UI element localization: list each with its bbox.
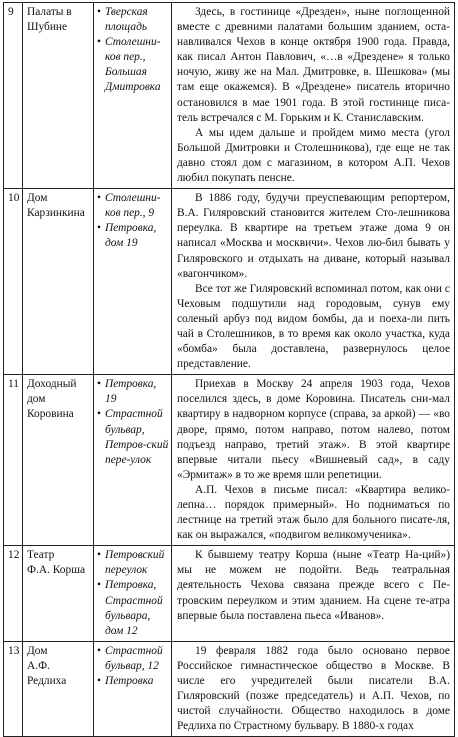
address-cell: [94, 189, 172, 375]
address-item: • Столешни-ков пер., Большая Дмитровка: [97, 35, 169, 95]
table-body: [4, 3, 455, 737]
address-item: • Тверская площадь: [97, 5, 169, 35]
description-paragraph: В 1886 году, будучи преуспевающим репортером, В.А. Гиляровский становится жителем Сто-лешникова переулка. В квартире на третьем этаже дома 9 он написал «Москва и москвичи». Чехов лю-бил бывать у Гиляровского и отдыхать на диване, который называл «вагончиком».: [177, 192, 450, 280]
table-row: [4, 3, 455, 189]
address-item: • Страстной бульвар, 12: [97, 644, 169, 674]
address-cell: [94, 3, 172, 189]
address-cell: [94, 641, 172, 737]
place-name-cell: Театр Ф.А. Корша: [23, 546, 94, 642]
address-item: • Петровка, дом 19: [97, 221, 169, 251]
description-paragraph: К бывшему театру Корша (ныне «Театр На-ций») мы не можем не подойти. Ведь театральная деятельность Чехова связана прежде всего с Пе-тровским переулком и этим зданием. На сцене те-атра впервые была поставлена пьеса «Иванов».: [177, 549, 450, 622]
description-cell: [172, 3, 455, 189]
description-cell: [172, 189, 455, 375]
table-row: [4, 546, 455, 642]
address-list: [97, 644, 169, 689]
address-list: [97, 377, 169, 468]
description-paragraph: Здесь, в гостинице «Дрезден», ныне поглощенной вместе с древними палатами большим зданием, оста-навливался Чехов в конце октября 1900 года. Правда, как писал Антон Павлович, «…в «Дрездене» я только ночую, живу же на Мал. Дмитровке, в. Шешкова» (мы там еще окажемся). В «Дрездене» писатель вторично остановился в мае 1901 года. В этой гостинице писа-тель встречался с М. Горьким и К. Станиславским.: [177, 6, 450, 124]
row-number-cell: 9: [4, 3, 23, 189]
address-item: • Петровка: [97, 674, 169, 689]
chekhov-places-table: [3, 2, 455, 737]
row-number-cell: 13: [4, 641, 23, 737]
address-cell: [94, 546, 172, 642]
place-name-cell: Палаты в Шубине: [23, 3, 94, 189]
description-paragraph: А.П. Чехов в письме писал: «Квартира велико-лепна… порядок примерный». Но подниматься по лестнице на третий этаж было для больного писате-ля, как он выражался, «подвигом великомученика».: [177, 483, 450, 542]
address-item: • Петровский переулок: [97, 548, 169, 578]
description-cell: [172, 641, 455, 737]
row-number-cell: 10: [4, 189, 23, 375]
place-name-cell: Дом Карзинкина: [23, 189, 94, 375]
description-cell: [172, 546, 455, 642]
address-item: • Петровка, 19: [97, 377, 169, 407]
description-cell: [172, 375, 455, 546]
row-number-cell: 12: [4, 546, 23, 642]
place-name-cell: Дом А.Ф. Редлиха: [23, 641, 94, 737]
table-row: [4, 641, 455, 737]
row-number-cell: 11: [4, 375, 23, 546]
address-list: [97, 5, 169, 96]
address-list: [97, 191, 169, 251]
table-row: [4, 189, 455, 375]
description-paragraph: Приехав в Москву 24 апреля 1903 года, Чехов поселился здесь, в доме Коровина. Писатель сни-мал квартиру в надворном корпусе (справа, за аркой) — «во дворе, прямо, потом направо, потом налево, потом подъезд направо, третий этаж». В этой квартире впервые читали пьесу «Вишневый сад», в саду «Эрмитаж» в то же время шли репетиции.: [177, 378, 450, 481]
address-item: • Страстной бульвар, Петров-ский пере-улок: [97, 407, 169, 467]
address-cell: [94, 375, 172, 546]
description-paragraph: 19 февраля 1882 года было основано первое Российское гимнастическое общество в Москве. В числе его учредителей были писатели В.А. Гиляровский (позже председатель) и А.П. Чехов, по чистой случайности. Общество находилось в доме Редлиха по Страстному бульвару. В 1880-х годах: [177, 644, 450, 733]
place-name-cell: Доходный дом Коровина: [23, 375, 94, 546]
table-row: [4, 375, 455, 546]
address-item: • Столешни-ков пер., 9: [97, 191, 169, 221]
description-paragraph: Все тот же Гиляровский вспоминал потом, как они с Чеховым подшутили над городовым, сунув ему соленый арбуз под видом бомбы, да и поеха-ли пить чай в Столешников, в то время как около участка, куда «бомба» была доставлена, развернулось целое представление.: [177, 282, 450, 371]
address-list: [97, 548, 169, 639]
address-item: • Петровка, Страстной бульвара, дом 12: [97, 578, 169, 638]
description-paragraph: А мы идем дальше и пройдем мимо места (угол Большой Дмитровки и Столешникова), где еще не так давно стоял дом с магазином, в котором А.П. Чехов любил покупать пенсне.: [177, 126, 450, 185]
